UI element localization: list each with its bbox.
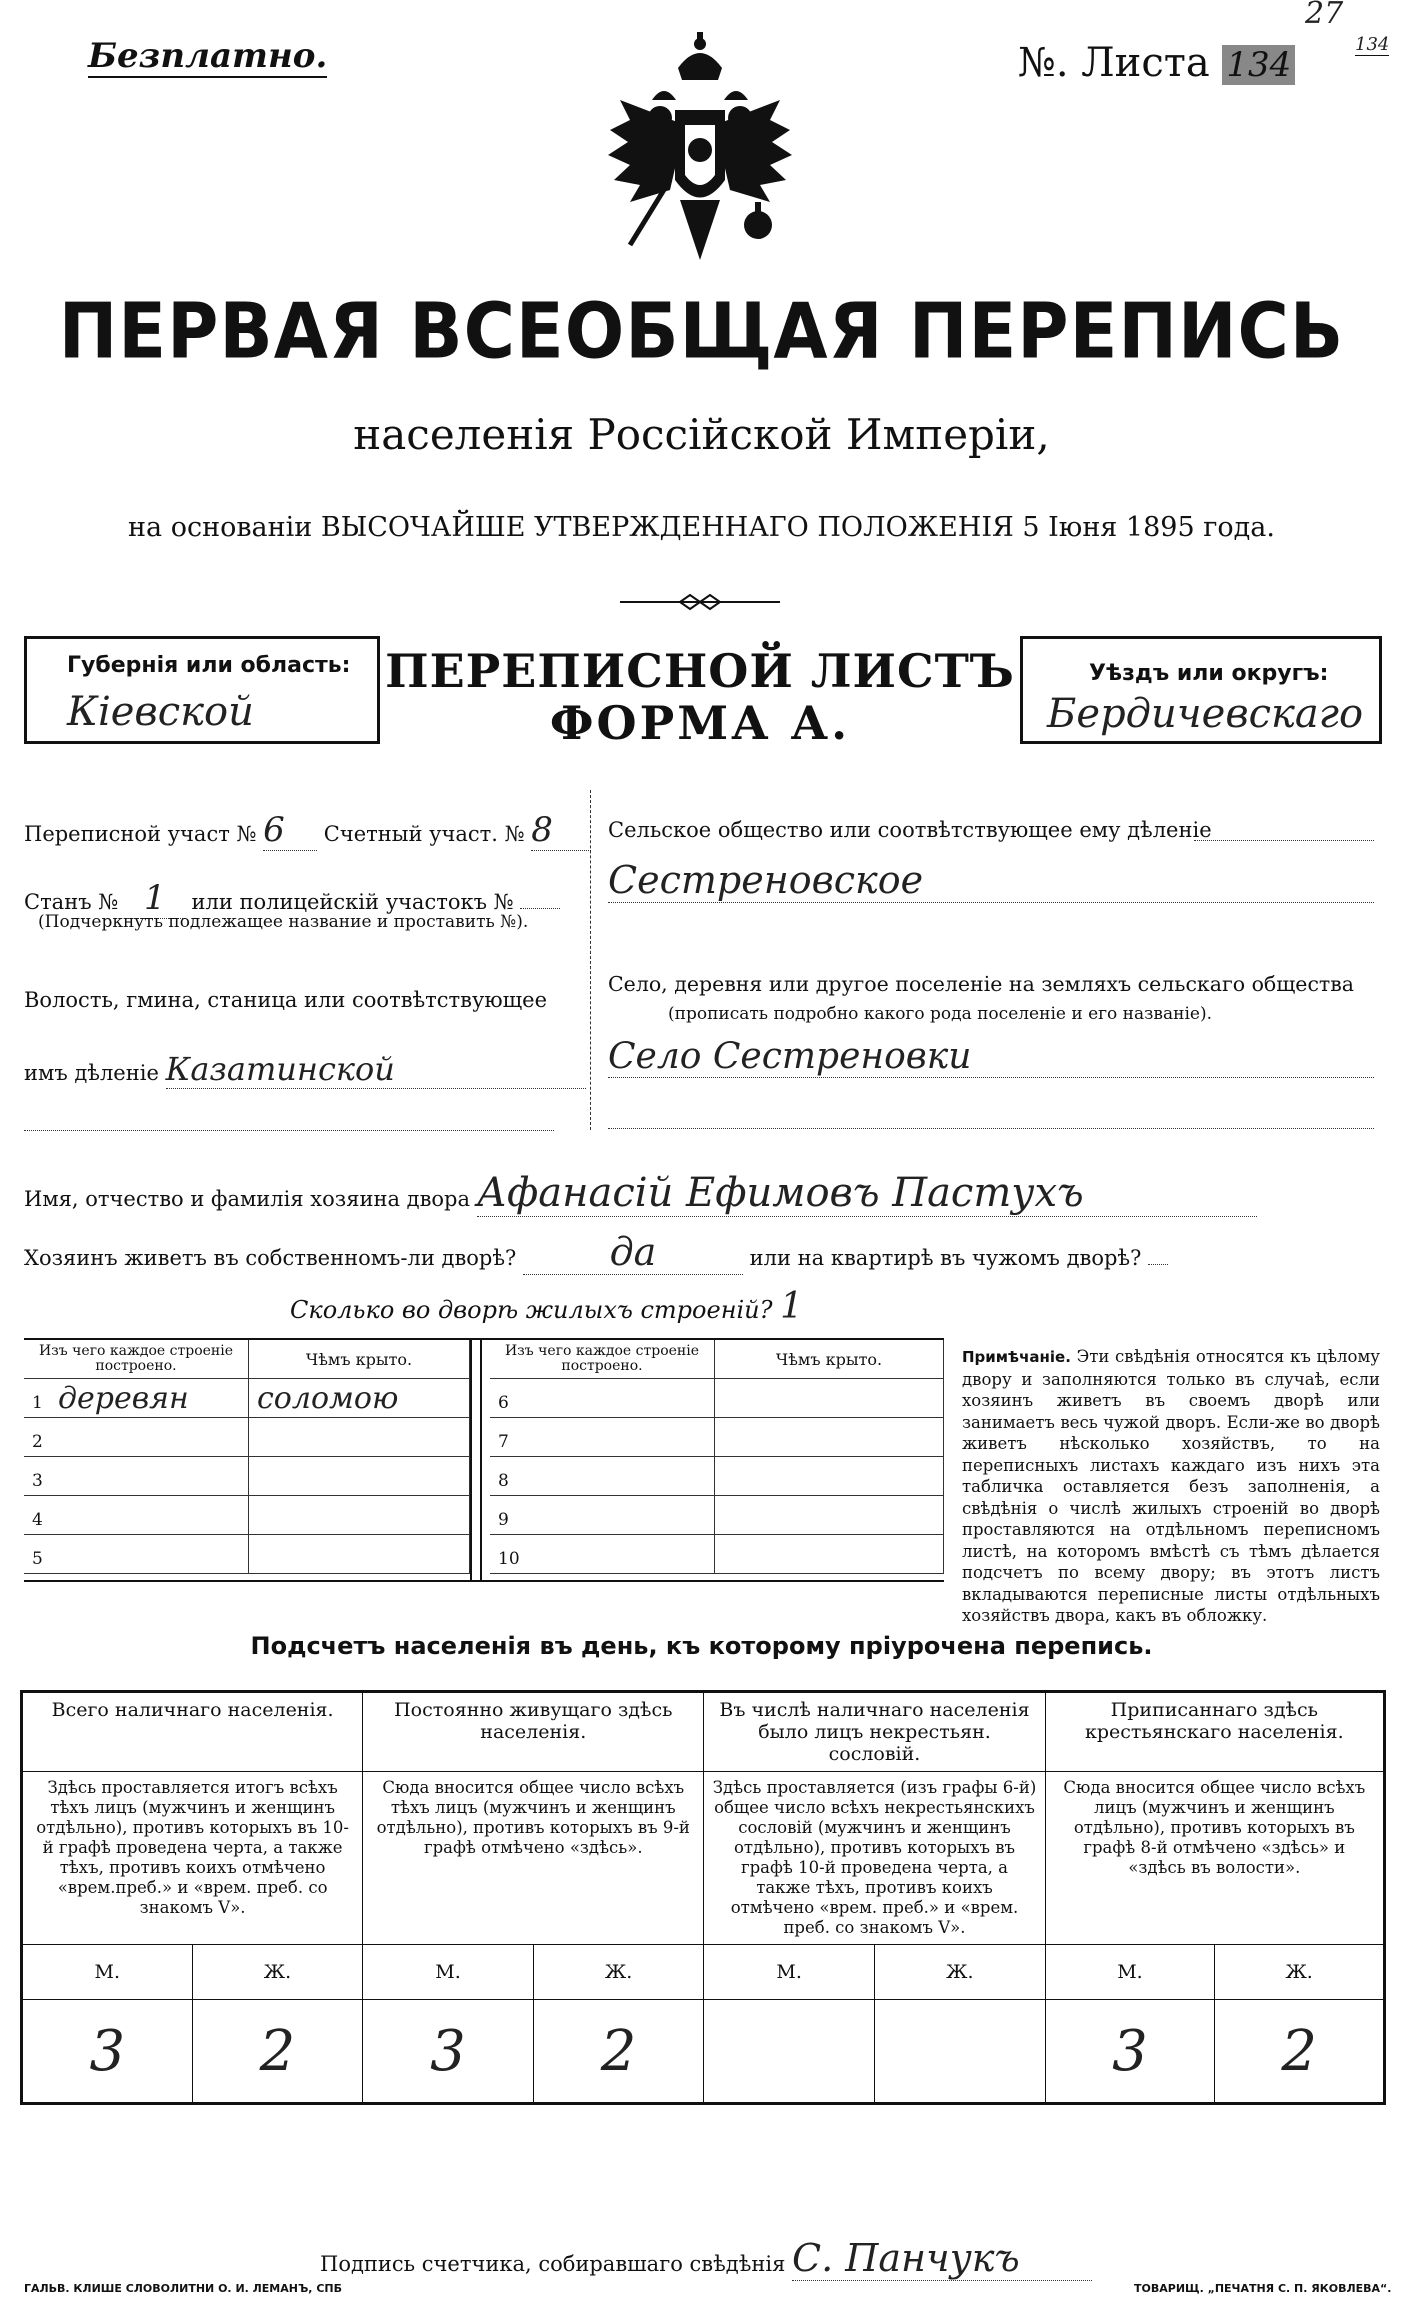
female-label: Ж. xyxy=(1215,1945,1385,2000)
left-imprint: ГАЛЬВ. КЛИШЕ СЛОВОЛИТНИ О. И. ЛЕМАНЪ, СПБ xyxy=(24,2282,342,2295)
volost-value: Казатинской xyxy=(166,1050,586,1089)
census-district-label: Переписной участ № xyxy=(24,822,257,846)
building-number: 1 xyxy=(32,1392,43,1413)
building-number: 8 xyxy=(498,1470,509,1491)
male-label: М. xyxy=(363,1945,534,2000)
sheet-number-label: №. Листа xyxy=(1018,40,1210,86)
census-district-row xyxy=(24,810,591,851)
underline-note: (Подчеркнуть подлежащее название и проставить №). xyxy=(38,912,529,932)
female-label: Ж. xyxy=(533,1945,704,2000)
male-count: 3 xyxy=(1045,2000,1215,2104)
imperial-eagle-emblem xyxy=(600,30,800,280)
building-material-cell xyxy=(24,1535,249,1574)
building-roof-value xyxy=(715,1496,944,1535)
society-value: Сестреновское xyxy=(608,858,1374,903)
population-col-header: Постоянно живущаго здѣсь населенія. xyxy=(363,1692,704,1772)
volost-row xyxy=(24,1050,586,1089)
apartment-label: или на квартирѣ въ чужомъ дворѣ? xyxy=(749,1246,1142,1270)
building-roof-value xyxy=(249,1496,470,1535)
camp-value: 1 xyxy=(125,878,185,919)
owner-row xyxy=(24,1170,1257,1217)
count-district-label: Счетный участ. № xyxy=(323,822,525,846)
building-row xyxy=(490,1496,944,1535)
camp-label: Станъ № xyxy=(24,890,119,914)
buildings-table-right xyxy=(490,1340,944,1574)
population-col-description: Сюда вносится общее число всѣхъ лицъ (мужчинъ и женщинъ отдѣльно), противъ которыхъ въ графѣ 8-й отмѣчено «здѣсь» и «здѣсь въ волости». xyxy=(1045,1772,1384,1945)
volost-extra-line xyxy=(24,1130,554,1131)
sheet-number-value: 134 xyxy=(1222,45,1295,85)
population-table xyxy=(20,1690,1386,2105)
census-district-value: 6 xyxy=(263,810,317,851)
lives-row xyxy=(24,1230,1168,1275)
buildings-row xyxy=(290,1286,803,1327)
building-material-cell xyxy=(490,1496,715,1535)
building-roof-value xyxy=(249,1418,470,1457)
police-label: или полицейскій участокъ № xyxy=(191,890,514,914)
building-material-cell xyxy=(24,1418,249,1457)
building-row xyxy=(490,1418,944,1457)
ornament-divider xyxy=(620,592,780,612)
police-value xyxy=(520,908,560,909)
volost-label-1: Волость, гмина, станица или соотвѣтствующее xyxy=(24,988,548,1012)
apartment-value xyxy=(1148,1264,1168,1265)
population-col-header: Приписаннаго здѣсь крестьянскаго населенія. xyxy=(1045,1692,1384,1772)
population-title: Подсчетъ населенія въ день, къ которому пріурочена перепись. xyxy=(250,1632,1153,1660)
building-number: 6 xyxy=(498,1392,509,1413)
table-double-rule xyxy=(470,1340,482,1580)
buildings-label: Сколько во дворѣ жилыхъ строеній? xyxy=(290,1296,773,1324)
building-number: 7 xyxy=(498,1431,509,1452)
col-roof-right: Чѣмъ крыто. xyxy=(715,1340,944,1379)
female-count xyxy=(874,2000,1045,2104)
building-row xyxy=(490,1535,944,1574)
district-value: Бердичевскаго xyxy=(1047,691,1364,737)
owner-name-label: Имя, отчество и фамилія хозяина двора xyxy=(24,1187,471,1211)
building-row xyxy=(490,1379,944,1418)
population-col-header: Въ числѣ наличнаго населенія было лицъ некрестьян. сословій. xyxy=(704,1692,1045,1772)
legal-basis: на основаніи ВЫСОЧАЙШЕ УТВЕРЖДЕННАГО ПОЛОЖЕНІЯ 5 Іюня 1895 года. xyxy=(128,512,1275,543)
male-count xyxy=(704,2000,875,2104)
female-count: 2 xyxy=(1215,2000,1385,2104)
col-material-left: Изъ чего каждое строеніе построено. xyxy=(24,1340,249,1379)
society-line-1 xyxy=(1194,840,1374,841)
building-row xyxy=(24,1496,470,1535)
female-label: Ж. xyxy=(874,1945,1045,2000)
note-block xyxy=(962,1346,1380,1627)
building-number: 2 xyxy=(32,1431,43,1452)
building-number: 10 xyxy=(498,1548,520,1569)
building-row xyxy=(490,1457,944,1496)
female-count: 2 xyxy=(192,2000,363,2104)
signature-label: Подпись счетчика, собиравшаго свѣдѣнія xyxy=(320,2252,786,2276)
female-label: Ж. xyxy=(192,1945,363,2000)
male-label: М. xyxy=(22,1945,193,2000)
building-roof-value xyxy=(715,1457,944,1496)
corner-mark-sub: 134 xyxy=(1355,34,1390,55)
building-number: 9 xyxy=(498,1509,509,1530)
male-label: М. xyxy=(704,1945,875,2000)
building-roof-value: соломою xyxy=(249,1379,470,1418)
building-material-cell xyxy=(24,1457,249,1496)
building-number: 4 xyxy=(32,1509,43,1530)
lives-label: Хозяинъ живетъ въ собственномъ-ли дворѣ? xyxy=(24,1246,517,1270)
building-row xyxy=(24,1418,470,1457)
province-label: Губернія или область: xyxy=(67,653,351,678)
right-imprint: ТОВАРИЩ. „ПЕЧАТНЯ С. П. ЯКОВЛЕВА“. xyxy=(1134,2282,1392,2295)
building-roof-value xyxy=(715,1418,944,1457)
page-title: ПЕРВАЯ ВСЕОБЩАЯ ПЕРЕПИСЬ xyxy=(58,285,1345,377)
page-subtitle: населенія Россійской Имперіи, xyxy=(353,410,1050,459)
sheet-number xyxy=(1018,40,1295,86)
building-material-cell xyxy=(490,1535,715,1574)
buildings-value: 1 xyxy=(780,1286,804,1327)
corner-mark-top: 27 xyxy=(1305,0,1344,31)
female-count: 2 xyxy=(533,2000,704,2104)
province-box xyxy=(24,636,380,744)
village-note: (прописать подробно какого рода поселеніе и его названіе). xyxy=(668,1004,1212,1024)
building-roof-value xyxy=(249,1535,470,1574)
buildings-table-left xyxy=(24,1340,470,1574)
building-roof-value xyxy=(249,1457,470,1496)
building-row xyxy=(24,1457,470,1496)
note-text: Эти свѣдѣнія относятся къ цѣлому двору и заполняются только въ случаѣ, если хозяинъ живетъ въ своемъ дворѣ или занимаетъ весь чужой дворъ. Если-же во дворѣ живетъ нѣсколько хозяйствъ, то на переписныхъ листахъ каждаго изъ нихъ эта табличка оставляется безъ заполненія, а свѣдѣнія о числѣ жилыхъ строеній во дворѣ проставляются на отдѣльномъ переписномъ листѣ, на которомъ вмѣстѣ съ тѣмъ дѣлается подсчетъ по всему двору; въ этотъ листъ вкладываются переписные листы отдѣльныхъ хозяйствъ двора, какъ въ обложку. xyxy=(962,1347,1380,1625)
population-col-description: Здѣсь проставляется (изъ графы 6-й) общее число всѣхъ некрестьянскихъ сословій (мужчинъ и женщинъ отдѣльно), противъ которыхъ въ графѣ 10-й проведена черта, а также тѣхъ, противъ коихъ отмѣчено «врем. преб.» и «врем. преб. со знакомъ V». xyxy=(704,1772,1045,1945)
volost-label-2: имъ дѣленіе xyxy=(24,1061,159,1085)
building-row xyxy=(24,1535,470,1574)
form-label: ФОРМА А. xyxy=(549,696,851,750)
building-number: 5 xyxy=(32,1548,43,1569)
lives-value: да xyxy=(523,1230,743,1275)
col-material-right: Изъ чего каждое строеніе построено. xyxy=(490,1340,715,1379)
count-district-value: 8 xyxy=(531,810,591,851)
building-material-cell xyxy=(24,1496,249,1535)
district-label: Уѣздъ или округъ: xyxy=(1089,661,1329,686)
building-material-cell xyxy=(490,1457,715,1496)
building-roof-value xyxy=(715,1379,944,1418)
note-title: Примѣчаніе. xyxy=(962,1348,1071,1366)
free-label: Безплатно. xyxy=(88,36,328,76)
village-value: Село Сестреновки xyxy=(608,1036,1374,1078)
village-label: Село, деревня или другое поселеніе на земляхъ сельскаго общества xyxy=(608,972,1355,996)
district-box xyxy=(1020,636,1382,744)
buildings-table xyxy=(24,1338,944,1582)
building-material-cell xyxy=(490,1418,715,1457)
building-number: 3 xyxy=(32,1470,43,1491)
building-roof-value xyxy=(715,1535,944,1574)
male-label: М. xyxy=(1045,1945,1215,2000)
owner-name-value: Афанасій Ефимовъ Пастухъ xyxy=(477,1170,1257,1217)
form-name: ПЕРЕПИСНОЙ ЛИСТЪ xyxy=(385,644,1015,698)
building-material-cell xyxy=(24,1379,249,1418)
village-extra-line xyxy=(608,1128,1374,1129)
male-count: 3 xyxy=(22,2000,193,2104)
population-col-description: Здѣсь проставляется итогъ всѣхъ тѣхъ лицъ (мужчинъ и женщинъ отдѣльно), противъ которыхъ въ 10-й графѣ проведена черта, а также тѣхъ, противъ коихъ отмѣчено «врем.преб.» и «врем. преб. со знакомъ V». xyxy=(22,1772,363,1945)
society-label: Сельское общество или соотвѣтствующее ему дѣленіе xyxy=(608,818,1212,842)
population-col-header: Всего наличнаго населенія. xyxy=(22,1692,363,1772)
col-roof-left: Чѣмъ крыто. xyxy=(249,1340,470,1379)
signature-value: С. Панчукъ xyxy=(792,2236,1092,2281)
population-col-description: Сюда вносится общее число всѣхъ тѣхъ лицъ (мужчинъ и женщинъ отдѣльно), противъ которыхъ въ 9-й графѣ отмѣчено «здѣсь». xyxy=(363,1772,704,1945)
province-value: Кіевской xyxy=(67,689,254,735)
building-material-value: деревян xyxy=(58,1380,189,1416)
building-material-cell xyxy=(490,1379,715,1418)
signature-row xyxy=(320,2236,1092,2281)
male-count: 3 xyxy=(363,2000,534,2104)
building-row xyxy=(24,1379,470,1418)
